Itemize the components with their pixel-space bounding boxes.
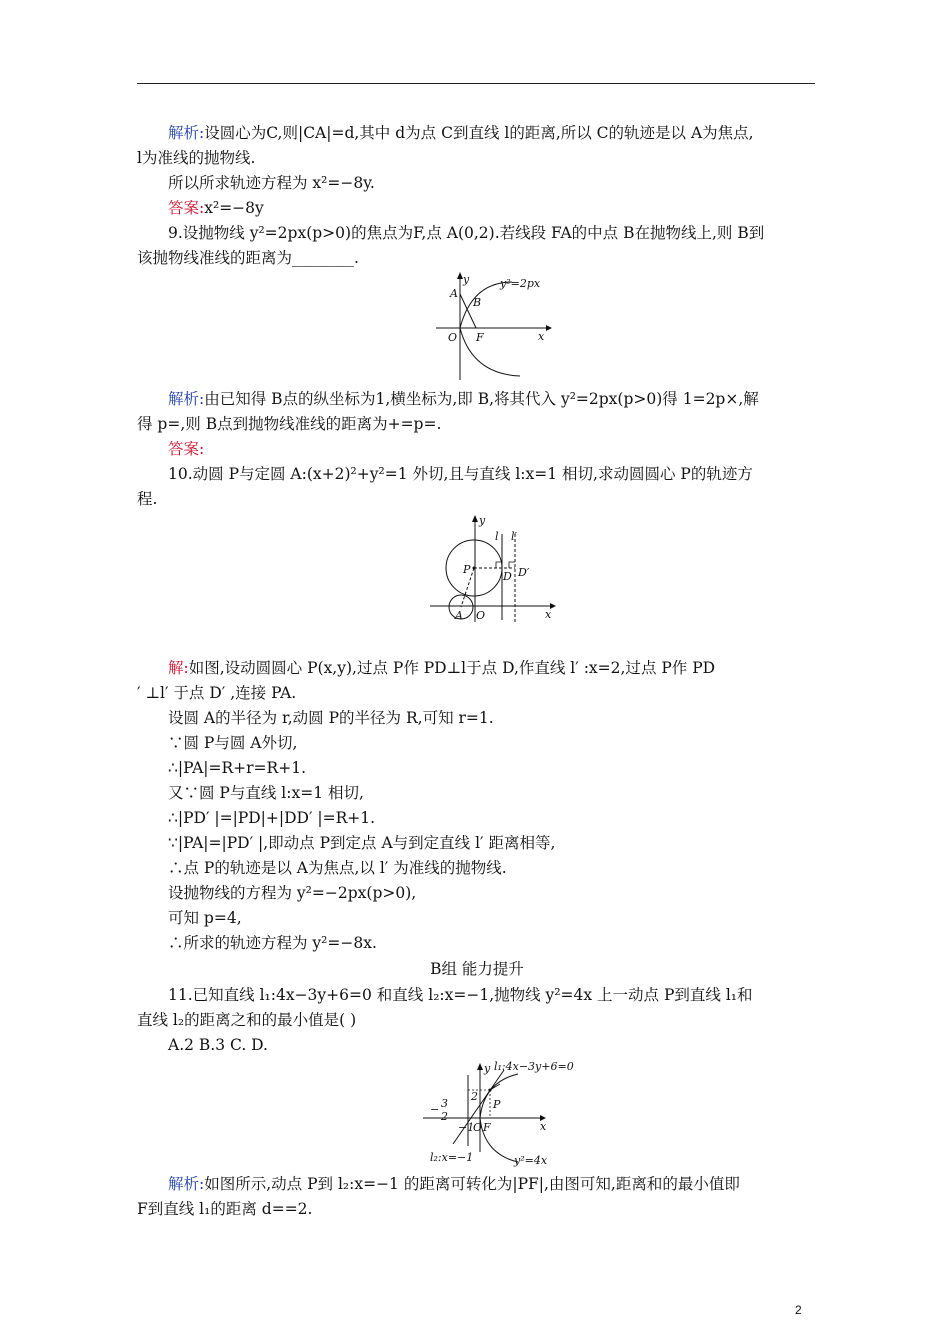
fig3-den2: 2 <box>441 1110 448 1123</box>
fig3-P-label: P <box>493 1098 501 1111</box>
line-25: 11.已知直线 l₁:4x−3y+6=0 和直线 l₂:x=−1,抛物线 y²=4x 上一动点 P到直线 l₁和 <box>168 986 753 1004</box>
line-12: 解:如图,设动圆圆心 P(x,y),过点 P作 PD⊥l于点 D,作直线 l′ :x=2,过点 P作 PD <box>168 659 716 677</box>
line-1: 解析:设圆心为C,则|CA|=d,其中 d为点 C到直线 l的距离,所以 C的轨迹是以 A为焦点, <box>168 124 754 142</box>
line-3: 所以所求轨迹方程为 x²=−8y. <box>168 174 375 192</box>
fig3-l2-label: l₂:x=−1 <box>430 1151 474 1164</box>
line-28: 解析:如图所示,动点 P到 l₂:x=−1 的距离可转化为|PF|,由图可知,距离和的最小值即 <box>168 1175 740 1193</box>
line-17: 又∵圆 P与直线 l:x=1 相切, <box>168 784 364 802</box>
line-26: 直线 l₂的距离之和的最小值是( ) <box>137 1011 357 1029</box>
fig1-B-label: B <box>473 296 482 309</box>
figure-parabola-3 <box>418 1060 578 1172</box>
fig2-P-label: P <box>463 563 471 576</box>
fig2-y-label: y <box>479 514 486 527</box>
line-6: 该抛物线准线的距离为________. <box>137 249 359 267</box>
line-13: ′ ⊥l′ 于点 D′ ,连接 PA. <box>137 684 297 702</box>
header-rule <box>137 83 815 84</box>
fig3-l1-label: l₁:4x−3y+6=0 <box>494 1060 574 1073</box>
parabola-lower <box>460 328 520 376</box>
line-23: ∴所求的轨迹方程为 y²=−8x. <box>168 934 377 952</box>
line-15: ∵圆 P与圆 A外切, <box>168 734 298 752</box>
line-16: ∴|PA|=R+r=R+1. <box>168 759 306 777</box>
line-2: l为准线的抛物线. <box>137 149 256 167</box>
fig2-Dp-label: D′ <box>518 566 530 579</box>
line-20: ∴点 P的轨迹是以 A为焦点,以 l′ 为准线的抛物线. <box>168 859 507 877</box>
fig3-y-label: y <box>484 1062 491 1075</box>
fig2-O-label: O <box>476 609 486 622</box>
line-4: 答案:x²=−8y <box>168 199 264 217</box>
fig2-D-label: D <box>503 570 512 583</box>
fig2-lp-label: l′ <box>511 530 518 543</box>
fig1-F-label: F <box>476 331 484 344</box>
figure-parabola-1 <box>428 272 553 384</box>
fig1-curve-label: y²=2px <box>500 277 541 290</box>
fig2-x-label: x <box>545 608 552 621</box>
line-22: 可知 p=4, <box>168 909 242 927</box>
fig3-x-label: x <box>540 1120 547 1133</box>
fig3-m1-label: −1 <box>458 1121 475 1134</box>
fig3-O-label: O <box>473 1121 483 1134</box>
fig3-minus: − <box>430 1103 440 1116</box>
fig2-A-label: A <box>455 609 463 622</box>
fig1-O-label: O <box>448 331 458 344</box>
fig3-F-label: F <box>483 1121 491 1134</box>
section-heading: B组 能力提升 <box>430 960 524 978</box>
fig2-l-label: l <box>495 530 499 543</box>
page-number: 2 <box>795 1303 802 1317</box>
line-27: A.2 B.3 C. D. <box>168 1036 268 1054</box>
line-8: 得 p=,则 B点到抛物线准线的距离为+=p=. <box>137 415 442 433</box>
line-10: 10.动圆 P与定圆 A:(x+2)²+y²=1 外切,且与直线 l:x=1 相切,求动圆圆心 P的轨迹方 <box>168 465 753 483</box>
line-29: F到直线 l₁的距离 d==2. <box>137 1200 313 1218</box>
fig1-x-label: x <box>538 330 545 343</box>
fig3-tick2: 2 <box>471 1090 478 1103</box>
line-11: 程. <box>137 490 158 508</box>
line-9: 答案: <box>168 440 205 458</box>
line-14: 设圆 A的半径为 r,动圆 P的半径为 R,可知 r=1. <box>168 709 494 727</box>
line-21: 设抛物线的方程为 y²=−2px(p>0), <box>168 884 417 902</box>
fig3-curve-label: y²=4x <box>514 1154 548 1167</box>
fig1-A-label: A <box>450 287 458 300</box>
figure-circles-2 <box>425 512 560 624</box>
fig3-num3: 3 <box>441 1097 448 1110</box>
line-18: ∴|PD′ |=|PD|+|DD′ |=R+1. <box>168 809 376 827</box>
line-7: 解析:由已知得 B点的纵坐标为1,横坐标为,即 B,将其代入 y²=2px(p>0)得 1=2p×,解 <box>168 390 759 408</box>
fig1-y-label: y <box>463 273 470 286</box>
line-19: ∵|PA|=|PD′ |,即动点 P到定点 A与到定直线 l′ 距离相等, <box>168 834 556 852</box>
line-5: 9.设抛物线 y²=2px(p>0)的焦点为F,点 A(0,2).若线段 FA的中点 B在抛物线上,则 B到 <box>168 224 765 242</box>
